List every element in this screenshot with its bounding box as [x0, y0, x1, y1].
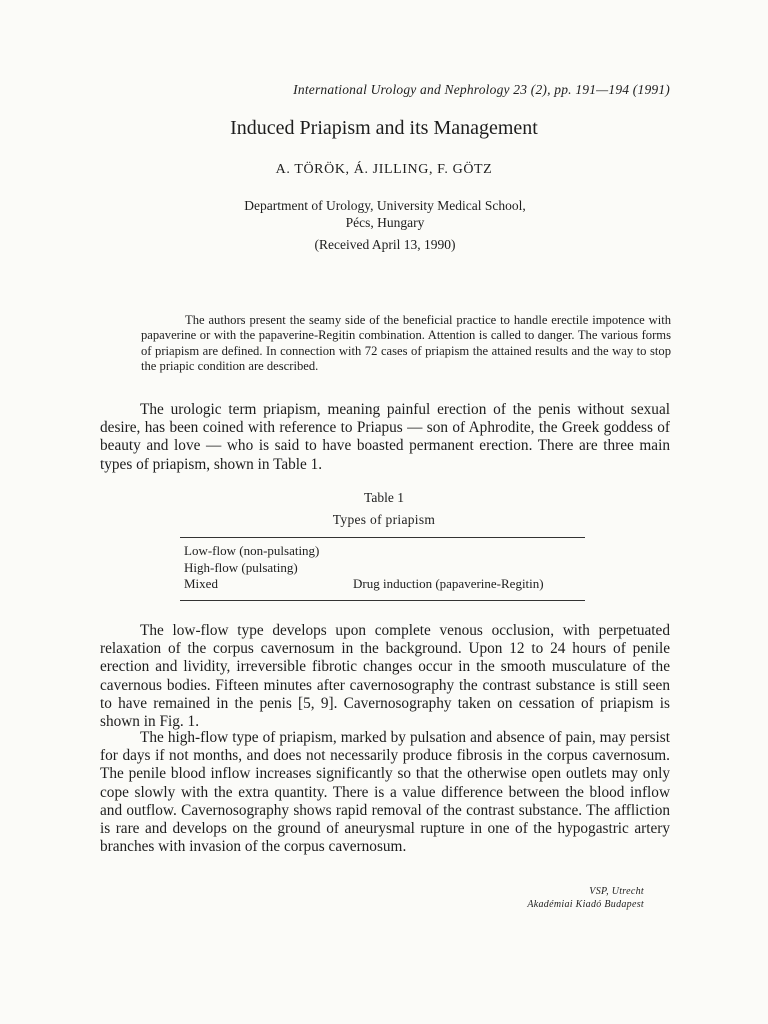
table-note-column — [353, 576, 544, 593]
table-type-column — [184, 543, 319, 593]
running-head: International Urology and Nephrology 23 (2), pp. 191—194 (1991) — [293, 82, 670, 97]
body-paragraph-high-flow: The high-flow type of priapism, marked by pulsation and absence of pain, may persist for days if not months, and does not necessarily produce fibrosis in the corpus cavernosum. The penile blood inflow increases significantly so that the otherwise open outlets may only cope slowly with the extra quantity. There is a value difference between the blood inflow and outflow. Cavernosography shows rapid removal of the contrast substance. The affliction is rare and develops on the ground of aneurysmal rupture in one of the hypogastric artery branches with invasion of the corpus cavernosum. — [100, 729, 670, 856]
affiliation-line: Department of Urology, University Medical School, — [244, 198, 526, 213]
table-bottom-rule — [180, 600, 585, 601]
table-label: Table 1 — [364, 490, 404, 505]
table-top-rule — [180, 537, 585, 538]
author-list: A. TÖRÖK, Á. JILLING, F. GÖTZ — [275, 162, 493, 177]
body-paragraph-intro: The urologic term priapism, meaning painful erection of the penis without sexual desire, has been coined with reference to Priapus — son of Aphrodite, the Greek goddess of beauty and love — who is said to have boasted permanent erection. There are three main types of priapism, shown in Table 1. — [100, 401, 670, 473]
table-cell: High-flow (pulsating) — [184, 559, 298, 575]
article-title: Induced Priapism and its Management — [230, 117, 538, 139]
received-date: (Received April 13, 1990) — [314, 237, 456, 252]
table-cell: Mixed — [184, 576, 218, 591]
publisher-line: Akadémiai Kiadó Budapest — [527, 898, 644, 910]
abstract-text: The authors present the seamy side of the beneficial practice to handle erectile impotence with papaverine or with the papaverine-Regitin combination. Attention is called to danger. The various forms of priapism are defined. In connection with 72 cases of priapism the attained results and the way to stop the priapic condition are described. — [141, 313, 671, 373]
affiliation — [0, 197, 768, 231]
publisher-line: VSP, Utrecht — [589, 886, 644, 897]
table-cell: Low-flow (non-pulsating) — [184, 543, 320, 558]
body-paragraph-low-flow: The low-flow type develops upon complete venous occlusion, with perpetuated relaxation of the corpus cavernosum in the background. Upon 12 to 24 hours of penile erection and lividity, irreversible fibrotic changes occur in the smooth musculature of the cavernous bodies. Fifteen minutes after cavernosography the contrast substance is still seen to have remained in the penis [5, 9]. Cavernosography taken on cessation of priapism is shown in Fig. 1. — [100, 622, 670, 731]
abstract — [141, 313, 671, 374]
affiliation-line: Pécs, Hungary — [345, 215, 425, 230]
publisher-imprint — [400, 886, 644, 911]
table-caption: Types of priapism — [332, 512, 436, 527]
table-cell: Drug induction (papaverine-Regitin) — [353, 576, 544, 591]
